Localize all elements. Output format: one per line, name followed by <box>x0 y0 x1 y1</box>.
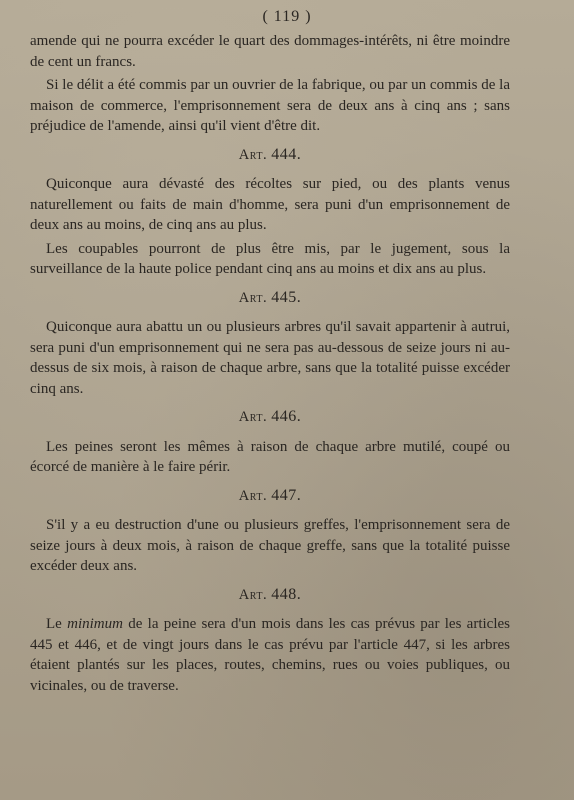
article-heading-445 <box>30 288 510 309</box>
italic-term: minimum <box>67 616 123 632</box>
article-number: 444. <box>271 145 302 163</box>
article-heading-448 <box>30 585 510 606</box>
article-label: Art. <box>238 289 268 306</box>
article-446-paragraph: Les peines seront les mêmes à raison de chaque arbre mutilé, coupé ou écorcé de manière à le faire périr. <box>30 438 510 475</box>
article-label: Art. <box>238 409 268 425</box>
article-448-paragraph <box>30 614 510 696</box>
article-label: Art. <box>238 586 268 603</box>
text-run: Le <box>46 616 68 632</box>
article-number: 447. <box>271 486 302 504</box>
article-445-paragraph: Quiconque aura abattu un ou plusieurs arbres qu'il savait appartenir à autrui, sera puni d'un emprisonnement qui ne sera pas au-dessous de seize jours ni au-dessus de six mois, à raison de chaque arbre, sans que la totalité puisse excéder cinq ans. <box>30 319 510 397</box>
page-body <box>30 31 510 696</box>
article-number: 445. <box>271 288 302 306</box>
article-number: 446. <box>271 408 302 425</box>
article-label: Art. <box>238 146 268 163</box>
article-heading-447 <box>30 486 510 507</box>
paragraph-delit: Si le délit a été commis par un ouvrier de la fabrique, ou par un commis de la maison de commerce, l'emprisonnement sera de deux ans à cinq ans ; sans préjudice de l'amende, ainsi qu'il vient d'être dit. <box>30 77 510 134</box>
article-444-paragraph-2: Les coupables pourront de plus être mis, par le jugement, sous la surveillance de la haute police pendant cinq ans au moins et dix ans au plus. <box>30 240 510 277</box>
continuation-paragraph: amende qui ne pourra excéder le quart des dommages-intérêts, ni être moindre de cent un francs. <box>30 33 510 70</box>
article-444-paragraph-1: Quiconque aura dévasté des récoltes sur pied, ou des plants venus naturellement ou faits de main d'homme, sera puni d'un emprisonnement de deux ans au moins, de cinq ans au plus. <box>30 176 510 233</box>
article-heading-446 <box>30 407 510 428</box>
article-heading-444 <box>30 145 510 166</box>
text-run: de la peine sera d'un mois dans les cas prévus par les articles 445 et 446, et de vingt jours dans le cas prévu par l'article 447, si les arbres étaient plantés sur les places, routes, chemins, rues ou voies publiques, ou vicinales, ou de traverse. <box>30 616 510 694</box>
article-label: Art. <box>238 487 268 504</box>
page-number: ( 119 ) <box>262 8 312 25</box>
article-number: 448. <box>271 585 302 603</box>
article-447-paragraph: S'il y a eu destruction d'une ou plusieurs greffes, l'emprisonnement sera de seize jours à deux mois, à raison de chaque greffe, sans que la totalité puisse excéder deux ans. <box>30 517 510 574</box>
